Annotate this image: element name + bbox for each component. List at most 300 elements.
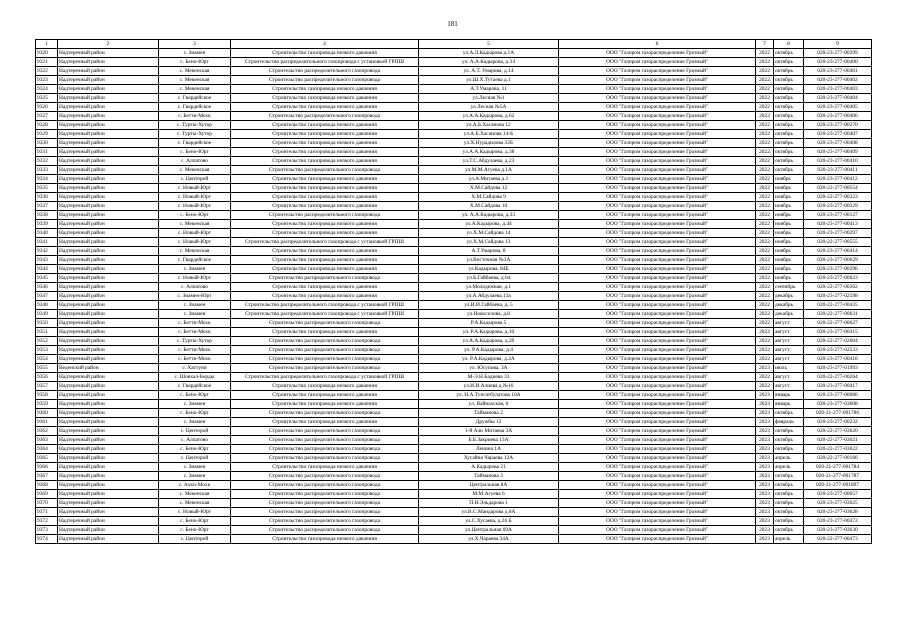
organization-cell: ООО "Газпром газораспределение Грозный"	[559, 346, 756, 355]
organization-cell: ООО "Газпром газораспределение Грозный"	[559, 409, 756, 418]
organization-cell: ООО "Газпром газораспределение Грозный"	[559, 229, 756, 238]
settlement-cell: с. Бено-Юрт	[159, 58, 231, 67]
month-cell: октябрь	[774, 148, 804, 157]
month-cell: октябрь	[774, 526, 804, 535]
table-row	[36, 310, 872, 319]
registration-number-cell: 020-23-277-00400	[804, 58, 872, 67]
district-cell: Надтеречный район	[58, 310, 159, 319]
year-cell: 2022	[756, 49, 774, 58]
table-row	[36, 247, 872, 256]
settlement-cell: с. Бетти-Мохк	[159, 355, 231, 364]
district-cell: Надтеречный район	[58, 526, 159, 535]
table-row	[36, 427, 872, 436]
month-cell: август	[774, 328, 804, 337]
address-cell: 1-й Али Митаева 3А	[419, 427, 559, 436]
address-cell: ул.А.Б.Хасанова 14-Б	[419, 130, 559, 139]
year-cell: 2022	[756, 346, 774, 355]
month-cell: февраль	[774, 418, 804, 427]
row-number-cell: 9366	[36, 463, 58, 472]
work-type-cell: Строительство газопровода низкого давления	[231, 148, 419, 157]
district-cell: Надтеречный район	[58, 328, 159, 337]
registration-number-cell: 020-22-277-00166	[804, 454, 872, 463]
settlement-cell: с. Турты-Хутор	[159, 121, 231, 130]
work-type-cell: Строительство распределительного газопровода	[231, 508, 419, 517]
registration-number-cell: 020-23-277-00408	[804, 139, 872, 148]
work-type-cell: Строительство распределительного газопровода	[231, 472, 419, 481]
table-row	[36, 364, 872, 373]
row-number-cell: 9368	[36, 481, 58, 490]
table-row	[36, 535, 872, 544]
table-row	[36, 490, 872, 499]
work-type-cell: Строительство распределительного газопровода	[231, 409, 419, 418]
month-cell: октябрь	[774, 508, 804, 517]
row-number-cell: 9361	[36, 418, 58, 427]
district-cell: Надтеречный район	[58, 418, 159, 427]
year-cell: 2023	[756, 490, 774, 499]
district-cell: Надтеречный район	[58, 121, 159, 130]
settlement-cell: с. Турты-Хутор	[159, 337, 231, 346]
organization-cell: ООО "Газпром газораспределение Грозный"	[559, 85, 756, 94]
month-cell: ноябрь	[774, 202, 804, 211]
organization-cell: ООО "Газпром газораспределение Грозный"	[559, 526, 756, 535]
year-cell: 2022	[756, 211, 774, 220]
row-number-cell: 9373	[36, 526, 58, 535]
organization-cell: ООО "Газпром газораспределение Грозный"	[559, 94, 756, 103]
year-cell: 2023	[756, 391, 774, 400]
registration-number-cell: 020-21-277-001784	[804, 463, 872, 472]
row-number-cell: 9350	[36, 319, 58, 328]
organization-cell: ООО "Газпром газораспределение Грозный"	[559, 535, 756, 544]
work-type-cell: Строительство газопровода низкого давления	[231, 382, 419, 391]
organization-cell: ООО "Газпром газораспределение Грозный"	[559, 184, 756, 193]
month-cell: август	[774, 382, 804, 391]
table-row	[36, 337, 872, 346]
settlement-cell: с. Новый-Юрт	[159, 193, 231, 202]
organization-cell: ООО "Газпром газораспределение Грозный"	[559, 220, 756, 229]
settlement-cell: с. Мекенская	[159, 85, 231, 94]
address-cell: А.Кадырова 21	[419, 463, 559, 472]
district-cell: Надтеречный район	[58, 184, 159, 193]
column-header-9: 9	[804, 40, 872, 49]
column-header-8: 8	[774, 40, 804, 49]
organization-cell: ООО "Газпром газораспределение Грозный"	[559, 49, 756, 58]
organization-cell: ООО "Газпром газораспределение Грозный"	[559, 211, 756, 220]
registration-number-cell: 020-23-277-00403	[804, 85, 872, 94]
settlement-cell: с. Алпатово	[159, 283, 231, 292]
year-cell: 2022	[756, 175, 774, 184]
row-number-cell: 9343	[36, 256, 58, 265]
work-type-cell: Строительство газопровода низкого давления	[231, 247, 419, 256]
address-cell: ул.В.С.Мандарова д.8А	[419, 508, 559, 517]
district-cell: Надтеречный район	[58, 58, 159, 67]
registration-number-cell: 020-22-277-03621	[804, 436, 872, 445]
row-number-cell: 9353	[36, 346, 58, 355]
registration-number-cell: 020-23-277-00127	[804, 211, 872, 220]
address-cell: ул.А.Л.Кадырова д.1А	[419, 49, 559, 58]
district-cell: Надтеречный район	[58, 292, 159, 301]
address-cell: ул.Лесная №5А	[419, 103, 559, 112]
organization-cell: ООО "Газпром газораспределение Грозный"	[559, 382, 756, 391]
work-type-cell: Строительство газопровода низкого давления	[231, 94, 419, 103]
registration-number-cell: 020-23-277-00402	[804, 76, 872, 85]
organization-cell: ООО "Газпром газораспределение Грозный"	[559, 301, 756, 310]
row-number-cell: 9335	[36, 184, 58, 193]
work-type-cell: Строительство распределительного газопровода	[231, 436, 419, 445]
settlement-cell: с. Знамен	[159, 301, 231, 310]
registration-number-cell: 020-23-277-00409	[804, 148, 872, 157]
address-cell: ул.Центральная 69А	[419, 526, 559, 535]
month-cell: октябрь	[774, 445, 804, 454]
registration-number-cell: 020-23-277-00623	[804, 274, 872, 283]
year-cell: 2022	[756, 265, 774, 274]
row-number-cell: 9342	[36, 247, 58, 256]
registration-number-cell: 020-23-277-00411	[804, 166, 872, 175]
address-cell: ул. А.А.Кадырова, д.33	[419, 211, 559, 220]
address-cell: Р.А.Кадырова 5	[419, 319, 559, 328]
registration-number-cell: 020-22-277-00362	[804, 283, 872, 292]
table-row	[36, 58, 872, 67]
district-cell: Надтеречный район	[58, 238, 159, 247]
registration-number-cell: 020-23-277-00410	[804, 157, 872, 166]
year-cell: 2022	[756, 319, 774, 328]
district-cell: Надтеречный район	[58, 166, 159, 175]
table-row	[36, 220, 872, 229]
table-row	[36, 211, 872, 220]
month-cell: октябрь	[774, 121, 804, 130]
registration-number-cell: 020-21-277-001786	[804, 409, 872, 418]
row-number-cell: 9371	[36, 508, 58, 517]
address-cell: ул.А.А.Кадырова, д.62	[419, 112, 559, 121]
organization-cell: ООО "Газпром газораспределение Грозный"	[559, 499, 756, 508]
year-cell: 2022	[756, 121, 774, 130]
work-type-cell: Строительство распределительного газопровода с установкой ГРПШ	[231, 238, 419, 247]
organization-cell: ООО "Газпром газораспределение Грозный"	[559, 103, 756, 112]
work-type-cell: Строительство распределительного газопровода	[231, 112, 419, 121]
table-row	[36, 202, 872, 211]
month-cell: октябрь	[774, 499, 804, 508]
table-row	[36, 148, 872, 157]
settlement-cell: с. Бетти-Мохк	[159, 319, 231, 328]
address-cell: ул. Р.А.Кадырова, д.4	[419, 346, 559, 355]
settlement-cell: с. Новый-Юрт	[159, 229, 231, 238]
row-number-cell: 9370	[36, 499, 58, 508]
table-row	[36, 508, 872, 517]
work-type-cell: Строительство распределительного газопровода	[231, 517, 419, 526]
table-row	[36, 175, 872, 184]
work-type-cell: Строительство распределительного газопровода	[231, 427, 419, 436]
work-type-cell: Строительство газопровода низкого давления	[231, 220, 419, 229]
settlement-cell: с. Мекенская	[159, 247, 231, 256]
row-number-cell: 9336	[36, 193, 58, 202]
organization-cell: ООО "Газпром газораспределение Грозный"	[559, 337, 756, 346]
table-row	[36, 94, 872, 103]
settlement-cell: с. Мекенская	[159, 490, 231, 499]
district-cell: Надтеречный район	[58, 454, 159, 463]
address-cell: ул.Т.С.Абдулаева, д.23	[419, 157, 559, 166]
year-cell: 2022	[756, 220, 774, 229]
address-cell: ул. А.А.Кадырова, д.34	[419, 58, 559, 67]
month-cell: октябрь	[774, 94, 804, 103]
organization-cell: ООО "Газпром газораспределение Грозный"	[559, 76, 756, 85]
table-row	[36, 283, 872, 292]
district-cell: Надтеречный район	[58, 337, 159, 346]
year-cell: 2023	[756, 517, 774, 526]
settlement-cell: с. Мекенская	[159, 166, 231, 175]
registration-number-cell: 020-22-277-00627	[804, 319, 872, 328]
address-cell: Дружбы 12	[419, 418, 559, 427]
organization-cell: ООО "Газпром газораспределение Грозный"	[559, 427, 756, 436]
table-row	[36, 139, 872, 148]
district-cell: Надтеречный район	[58, 463, 159, 472]
address-cell: ул.А.А.Кадырова, д.38	[419, 148, 559, 157]
work-type-cell: Строительство распределительного газопровода с установкой ГРПШ	[231, 301, 419, 310]
table-row	[36, 130, 872, 139]
row-number-cell: 9357	[36, 382, 58, 391]
settlement-cell: с. Хаттуни	[159, 364, 231, 373]
work-type-cell: Строительство распределительного газопровода	[231, 337, 419, 346]
year-cell: 2022	[756, 337, 774, 346]
column-header-5: 5	[419, 40, 559, 49]
settlement-cell: с. Знамен	[159, 463, 231, 472]
row-number-cell: 9346	[36, 283, 58, 292]
year-cell: 2023	[756, 481, 774, 490]
row-number-cell: 9324	[36, 85, 58, 94]
work-type-cell: Строительство распределительного газопровода	[231, 454, 419, 463]
year-cell: 2023	[756, 499, 774, 508]
year-cell: 2022	[756, 382, 774, 391]
month-cell: октябрь	[774, 103, 804, 112]
registration-number-cell: 020-22-277-00435	[804, 301, 872, 310]
settlement-cell: с. Гвардейское	[159, 256, 231, 265]
table-row	[36, 193, 872, 202]
address-cell: П.Н.Эльдарова 1	[419, 499, 559, 508]
address-cell: ул.Новоселова, д.8	[419, 310, 559, 319]
district-cell: Надтеречный район	[58, 517, 159, 526]
work-type-cell: Строительство газопровода низкого давления	[231, 328, 419, 337]
work-type-cell: Строительство газопровода низкого давления	[231, 391, 419, 400]
work-type-cell: Строительство газопровода низкого давления	[231, 535, 419, 544]
month-cell: октябрь	[774, 139, 804, 148]
registration-number-cell: 020-23-277-00412	[804, 175, 872, 184]
district-cell: Надтеречный район	[58, 76, 159, 85]
year-cell: 2022	[756, 301, 774, 310]
work-type-cell: Строительство газопровода низкого давления	[231, 400, 419, 409]
year-cell: 2022	[756, 184, 774, 193]
table-row	[36, 409, 872, 418]
work-type-cell: Строительство газопровода низкого давления	[231, 49, 419, 58]
organization-cell: ООО "Газпром газораспределение Грозный"	[559, 508, 756, 517]
table-row	[36, 85, 872, 94]
work-type-cell: Строительство распределительного газопровода	[231, 166, 419, 175]
settlement-cell: с. Турты-Хутор	[159, 130, 231, 139]
month-cell: октябрь	[774, 49, 804, 58]
address-cell: Ленина 1А	[419, 445, 559, 454]
year-cell: 2022	[756, 139, 774, 148]
month-cell: октябрь	[774, 472, 804, 481]
settlement-cell: с. Гвардейское	[159, 382, 231, 391]
organization-cell: ООО "Газпром газораспределение Грозный"	[559, 238, 756, 247]
work-type-cell: Строительство распределительного газопровода	[231, 445, 419, 454]
address-cell: ул.Восточная №3А	[419, 256, 559, 265]
month-cell: октябрь	[774, 517, 804, 526]
registration-number-cell: 020-23-277-00232	[804, 418, 872, 427]
year-cell: 2022	[756, 157, 774, 166]
address-cell: ул.Х.Нурадилова 32Б	[419, 139, 559, 148]
month-cell: ноябрь	[774, 193, 804, 202]
month-cell: сентябрь	[774, 283, 804, 292]
district-cell: Надтеречный район	[58, 202, 159, 211]
table-row	[36, 418, 872, 427]
address-cell: ул.Х.Чараева 34А	[419, 535, 559, 544]
year-cell: 2023	[756, 418, 774, 427]
address-cell: ул. Н.А.Тунгатбулатова 10А	[419, 391, 559, 400]
settlement-cell: с. Мекенская	[159, 76, 231, 85]
month-cell: октябрь	[774, 427, 804, 436]
organization-cell: ООО "Газпром газораспределение Грозный"	[559, 175, 756, 184]
row-number-cell: 9364	[36, 445, 58, 454]
registration-number-cell: 020-23-277-00407	[804, 130, 872, 139]
work-type-cell: Строительство распределительного газопровода	[231, 481, 419, 490]
registration-number-cell: 020-23-277-00414	[804, 247, 872, 256]
month-cell: октябрь	[774, 112, 804, 121]
address-cell: ул.А.Митаева д.1	[419, 175, 559, 184]
address-cell: Х.М.Сайдова 9	[419, 193, 559, 202]
month-cell: октябрь	[774, 166, 804, 175]
table-row	[36, 391, 872, 400]
settlement-cell: с. Центорой	[159, 175, 231, 184]
page-number: 181	[447, 20, 458, 28]
organization-cell: ООО "Газпром газораспределение Грозный"	[559, 58, 756, 67]
year-cell: 2023	[756, 454, 774, 463]
column-header-6: 6	[559, 40, 756, 49]
settlement-cell: с. Бено-Юрт	[159, 517, 231, 526]
row-number-cell: 9344	[36, 265, 58, 274]
address-cell: ул.И.И.Гайбаева, д. 5	[419, 301, 559, 310]
table-row	[36, 517, 872, 526]
district-cell: Надтеречный район	[58, 67, 159, 76]
settlement-cell: с. Центорой	[159, 427, 231, 436]
table-row	[36, 526, 872, 535]
row-number-cell: 9327	[36, 112, 58, 121]
organization-cell: ООО "Газпром газораспределение Грозный"	[559, 256, 756, 265]
organization-cell: ООО "Газпром газораспределение Грозный"	[559, 139, 756, 148]
month-cell: октябрь	[774, 481, 804, 490]
table-row	[36, 373, 872, 382]
year-cell: 2022	[756, 103, 774, 112]
district-cell: Надтеречный район	[58, 472, 159, 481]
row-number-cell: 9326	[36, 103, 58, 112]
year-cell: 2023	[756, 427, 774, 436]
year-cell: 2023	[756, 400, 774, 409]
table-row	[36, 49, 872, 58]
row-number-cell: 9362	[36, 427, 58, 436]
row-number-cell: 9354	[36, 355, 58, 364]
row-number-cell: 9349	[36, 310, 58, 319]
year-cell: 2022	[756, 85, 774, 94]
registration-number-cell: 020-22-277-00555	[804, 238, 872, 247]
organization-cell: ООО "Газпром газораспределение Грозный"	[559, 364, 756, 373]
records-table	[35, 39, 872, 544]
district-cell: Надтеречный район	[58, 85, 159, 94]
district-cell: Надтеречный район	[58, 139, 159, 148]
row-number-cell: 9323	[36, 76, 58, 85]
address-cell: ул.А.Б.Хасанова 12	[419, 121, 559, 130]
settlement-cell: с. Бетти-Мохк	[159, 346, 231, 355]
month-cell: август	[774, 346, 804, 355]
district-cell: Надтеречный район	[58, 193, 159, 202]
registration-number-cell: 020-23-277-03630	[804, 526, 872, 535]
year-cell: 2022	[756, 373, 774, 382]
year-cell: 2023	[756, 472, 774, 481]
address-cell: ул. А.Т. Умарова, д.14	[419, 67, 559, 76]
table-row	[36, 292, 872, 301]
address-cell: Центральная 8А	[419, 481, 559, 490]
row-number-cell: 9328	[36, 121, 58, 130]
work-type-cell: Строительство газопровода низкого давления	[231, 157, 419, 166]
table-row	[36, 121, 872, 130]
row-number-cell: 9347	[36, 292, 58, 301]
column-header-4: 4	[231, 40, 419, 49]
district-cell: Надтеречный район	[58, 319, 159, 328]
year-cell: 2023	[756, 508, 774, 517]
table-row	[36, 112, 872, 121]
year-cell: 2022	[756, 94, 774, 103]
organization-cell: ООО "Газпром газораспределение Грозный"	[559, 112, 756, 121]
table-row	[36, 157, 872, 166]
year-cell: 2022	[756, 310, 774, 319]
row-number-cell: 9358	[36, 391, 58, 400]
district-cell: Надтеречный район	[58, 220, 159, 229]
row-number-cell: 9333	[36, 166, 58, 175]
registration-number-cell: 020-23-277-00401	[804, 67, 872, 76]
registration-number-cell: 020-22-277-00631	[804, 310, 872, 319]
table-row	[36, 319, 872, 328]
settlement-cell: с. Бено-Юрт	[159, 211, 231, 220]
table-row	[36, 274, 872, 283]
month-cell: ноябрь	[774, 247, 804, 256]
district-cell: Надтеречный район	[58, 409, 159, 418]
district-cell: Надтеречный район	[58, 445, 159, 454]
work-type-cell: Строительство распределительного газопровода	[231, 274, 419, 283]
address-cell: А.Т.Умарова, 8	[419, 247, 559, 256]
registration-number-cell: 020-23-277-00270	[804, 121, 872, 130]
table-row	[36, 382, 872, 391]
row-number-cell: 9372	[36, 517, 58, 526]
table-row	[36, 328, 872, 337]
work-type-cell: Строительство газопровода низкого давления	[231, 103, 419, 112]
settlement-cell: с. Новый-Юрт	[159, 202, 231, 211]
header-row	[36, 40, 872, 49]
registration-number-cell: 020-23-277-03625	[804, 499, 872, 508]
month-cell: октябрь	[774, 76, 804, 85]
table-row	[36, 355, 872, 364]
registration-number-cell: 020-22-277-00554	[804, 184, 872, 193]
work-type-cell: Строительство распределительного газопровода	[231, 364, 419, 373]
work-type-cell: Строительство распределительного газопровода с установкой ГРПШ	[231, 373, 419, 382]
column-header-7: 7	[756, 40, 774, 49]
work-type-cell: Строительство газопровода низкого давления	[231, 229, 419, 238]
work-type-cell: Строительство газопровода низкого давления	[231, 130, 419, 139]
organization-cell: ООО "Газпром газораспределение Грозный"	[559, 463, 756, 472]
table-row	[36, 229, 872, 238]
registration-number-cell: 020-21-277-001807	[804, 481, 872, 490]
table-row	[36, 166, 872, 175]
address-cell: Хусайна Чараева 12А	[419, 454, 559, 463]
settlement-cell: с. Гвардейское	[159, 94, 231, 103]
address-cell: ул.Кадырова, 84Б	[419, 265, 559, 274]
month-cell: октябрь	[774, 85, 804, 94]
organization-cell: ООО "Газпром газораспределение Грозный"	[559, 472, 756, 481]
